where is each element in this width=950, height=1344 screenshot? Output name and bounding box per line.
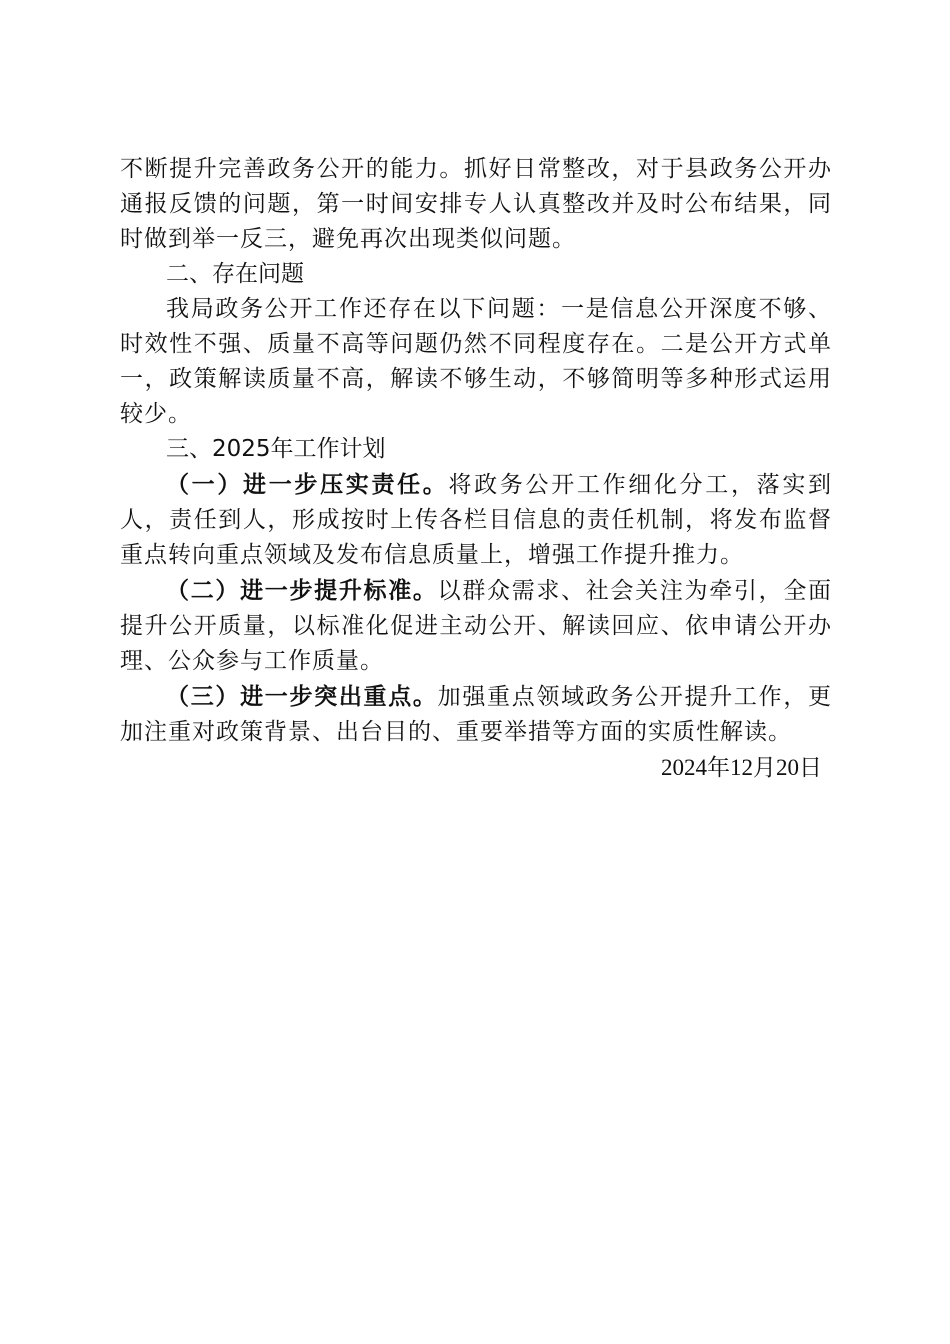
plan-item-2 xyxy=(120,573,832,679)
plan-item-1-body: 将政务公开工作细化分工，落实到人，责任到人，形成按时上传各栏目信息的责任机制，将发布监督重点转向重点领域及发布信息质量上，增强工作提升推力。 xyxy=(120,472,833,568)
document-date: 2024年12月20日 xyxy=(661,755,822,780)
plan-item-3-lead: （三）进一步突出重点。 xyxy=(166,683,438,710)
plan-item-3 xyxy=(120,679,832,750)
problems-paragraph: 我局政务公开工作还存在以下问题：一是信息公开深度不够、时效性不强、质量不高等问题仍然不同程度存在。二是公开方式单一，政策解读质量不高，解读不够生动，不够简明等多种形式运用较少。 xyxy=(120,296,832,427)
document-page xyxy=(120,152,832,785)
plan-item-2-body: 以群众需求、社会关注为牵引，全面提升公开质量，以标准化促进主动公开、解读回应、依申请公开办理、公众参与工作质量。 xyxy=(120,578,833,674)
section-heading-plan: 三、2025年工作计划 xyxy=(166,436,386,462)
intro-paragraph: 不断提升完善政务公开的能力。抓好日常整改，对于县政务公开办通报反馈的问题，第一时间安排专人认真整改并及时公布结果，同时做到举一反三，避免再次出现类似问题。 xyxy=(120,156,832,252)
plan-item-1 xyxy=(120,467,832,573)
plan-item-2-lead: （二）进一步提升标准。 xyxy=(166,577,438,604)
plan-item-1-lead: （一）进一步压实责任。 xyxy=(166,471,449,498)
section-heading-problems: 二、存在问题 xyxy=(166,261,304,287)
plan-item-3-body: 加强重点领域政务公开提升工作，更加注重对政策背景、出台目的、重要举措等方面的实质性解读。 xyxy=(120,684,833,745)
